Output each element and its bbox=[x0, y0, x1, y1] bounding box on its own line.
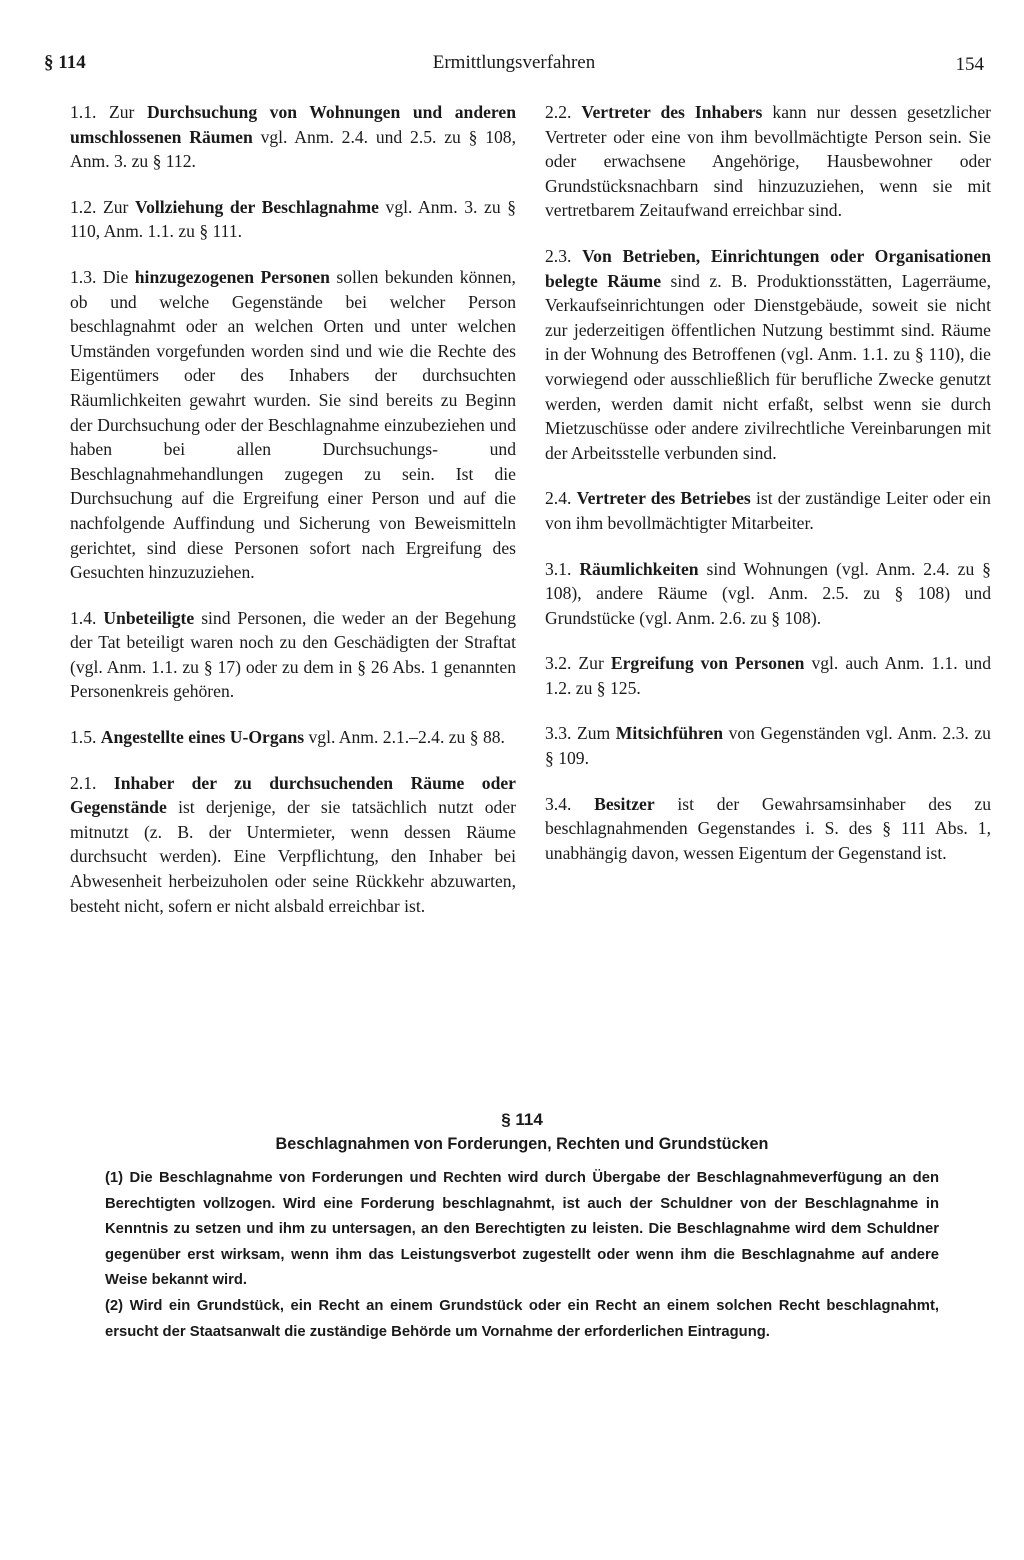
page-header bbox=[44, 52, 984, 82]
page-number: 154 bbox=[955, 54, 984, 75]
annotation-text: vgl. Anm. 2.1.–2.4. zu § 88. bbox=[308, 727, 505, 748]
annotation-term: hinzugezogenen Personen bbox=[134, 266, 330, 287]
annotation-term: Ergreifung von Personen bbox=[610, 653, 805, 674]
annotation-prefix: Zur bbox=[578, 653, 604, 674]
annotation-term: Inhaber der zu durchsuchenden Räume oder Gegenstände bbox=[70, 772, 516, 818]
annotation-3-3 bbox=[545, 721, 991, 770]
annotation-prefix: Zur bbox=[103, 196, 129, 217]
annotation-prefix: Zum bbox=[576, 723, 611, 744]
left-column bbox=[70, 100, 516, 939]
annotation-2-4 bbox=[545, 486, 991, 535]
annotation-number: 3.3. bbox=[545, 723, 572, 744]
annotation-text: vgl. auch Anm. 1.1. und 1.2. zu § 125. bbox=[545, 653, 992, 698]
annotation-term: Mitsichführen bbox=[615, 723, 723, 744]
annotation-term: Von Betrieben, Einrichtungen oder Organisationen belegte Räume bbox=[545, 245, 991, 291]
annotation-prefix: Zur bbox=[108, 102, 135, 122]
annotation-number: 2.4. bbox=[545, 488, 572, 509]
annotation-number: 1.4. bbox=[70, 607, 97, 628]
annotation-number: 2.2. bbox=[545, 102, 572, 122]
annotation-text: sind Personen, die weder an der Begehung der Tat beteiligt waren noch zu den Geschädigten der Straftat (vgl. Anm. 1.1. zu § 17) oder zu dem in § 26 Abs. 1 genannten Personenkreis gehören. bbox=[70, 607, 516, 702]
annotation-text: ist derjenige, der sie tatsächlich nutzt oder mitnutzt (z. B. der Untermieter, wenn dessen Räume durchsucht werden). Eine Verpflichtung, den Inhaber bei Abwesenheit herbeizuholen oder seine Rückkehr abzuwarten, besteht nicht, sofern er nicht alsbald erreichbar ist. bbox=[70, 797, 516, 916]
annotation-number: 1.2. bbox=[70, 196, 97, 217]
annotation-2-3 bbox=[545, 244, 991, 465]
annotation-1-1 bbox=[70, 100, 516, 174]
annotation-number: 3.4. bbox=[545, 793, 572, 814]
annotation-number: 1.3. bbox=[70, 266, 97, 287]
annotation-prefix: Die bbox=[102, 266, 129, 287]
annotation-text: vgl. Anm. 3. zu § 110, Anm. 1.1. zu § 111. bbox=[70, 196, 517, 242]
law-paragraph-1: (1) Die Beschlagnahme von Forderungen und Rechten wird durch Übergabe der Beschlagnahmeverfügung an den Berechtigten vollzogen. Wird eine Forderung beschlagnahmt, ist auch der Schuldner von der Beschlagnahme in Kenntnis zu setzen und ihm zu untersagen, an den Berechtigten zu leisten. Die Beschlagnahme wird dem Schuldner gegenüber erst wirksam, wenn ihm das Leistungsverbot zugestellt oder wenn ihm die Beschlagnahme auf andere Weise bekannt wird. bbox=[105, 1170, 939, 1289]
annotation-term: Besitzer bbox=[594, 793, 655, 814]
annotation-number: 3.1. bbox=[545, 558, 572, 579]
annotation-text: ist der zuständige Leiter oder ein von ihm bevollmächtigter Mitarbeiter. bbox=[545, 488, 991, 533]
annotation-term: Angestellte eines U-Organs bbox=[100, 727, 305, 748]
right-column bbox=[545, 100, 991, 886]
annotation-3-1 bbox=[545, 557, 991, 631]
annotation-number: 1.5. bbox=[70, 727, 97, 748]
annotation-term: Räumlichkeiten bbox=[579, 558, 699, 579]
annotation-text: sind Wohnungen (vgl. Anm. 2.4. zu § 108), andere Räume (vgl. Anm. 2.5. zu § 108) und Grundstücke (vgl. Anm. 2.6. zu § 108). bbox=[545, 558, 991, 628]
annotation-1-2 bbox=[70, 195, 516, 244]
law-section-number: § 114 bbox=[501, 1110, 543, 1129]
annotation-3-2 bbox=[545, 651, 991, 700]
annotation-3-4 bbox=[545, 792, 991, 866]
annotation-text: vgl. Anm. 2.4. und 2.5. zu § 108, Anm. 3. zu § 112. bbox=[70, 126, 516, 172]
annotation-number: 2.3. bbox=[545, 245, 572, 266]
annotation-2-2 bbox=[545, 100, 991, 223]
annotation-term: Vertreter des Betriebes bbox=[576, 488, 751, 509]
annotation-2-1 bbox=[70, 771, 516, 919]
annotation-term: Vollziehung der Beschlagnahme bbox=[135, 196, 379, 217]
annotation-number: 1.1. bbox=[70, 102, 97, 122]
annotation-text: sollen bekunden können, ob und welche Gegenstände bei welcher Person beschlagnahmt oder an welchen Orten und unter welchen Umständen vorgefunden worden sind und wie die Rechte des Eigentümers oder des Inhabers der durchsuchten Räumlichkeiten gewahrt wurden. Sie sind bereits zu Beginn der Durchsuchung oder der Beschlagnahme einzubeziehen und haben bei allen Durchsuchungs- und Beschlagnahmehandlungen zugegen zu sein. Ist die Durchsuchung auf die Ergreifung einer Person und auf die nachfolgende Auffindung und Sicherung von Beweismitteln gerichtet, sind diese Personen sofort nach Ergreifung des Gesuchten hinzuzuziehen. bbox=[70, 266, 516, 583]
law-paragraph-2: (2) Wird ein Grundstück, ein Recht an einem Grundstück oder ein Recht an einem solchen Recht beschlagnahmt, ersucht der Staatsanwalt die zuständige Behörde um Vornahme der erforderlichen Eintragung. bbox=[105, 1297, 939, 1340]
annotation-term: Vertreter des Inhabers bbox=[581, 102, 763, 122]
law-section bbox=[105, 1108, 939, 1345]
annotation-1-5 bbox=[70, 725, 516, 750]
annotation-term: Unbeteiligte bbox=[103, 607, 195, 628]
annotation-number: 2.1. bbox=[70, 772, 97, 793]
annotation-number: 3.2. bbox=[545, 653, 572, 674]
header-section-mark: § 114 bbox=[44, 52, 86, 73]
annotation-text: sind z. B. Produktionsstätten, Lagerräume, Verkaufseinrichtungen oder Dienstgebäude, soweit sie nicht zur jederzeitigen öffentlichen Nutzung bestimmt sind. Räume in der Wohnung des Betroffenen (vgl. Anm. 1.1. zu § 110), die vorwiegend oder ausschließlich für berufliche Zwecke genutzt werden, werden damit nicht erfaßt, selbst wenn sie durch Mietzuschüsse oder andere zivilrechtliche Vereinbarungen mit der Arbeitsstelle verbunden sind. bbox=[545, 270, 992, 463]
annotation-text: kann nur dessen gesetzlicher Vertreter oder eine von ihm bevollmächtigte Person sein. Sie oder erwachsene Angehörige, Hausbewohner oder Grundstücksnachbarn sind hinzuzuziehen, wenn sie mit vertretbarem Zeitaufwand erreichbar sind. bbox=[545, 102, 991, 221]
header-title: Ermittlungsverfahren bbox=[432, 52, 596, 73]
annotation-1-4 bbox=[70, 606, 516, 704]
annotation-term: Durchsuchung von Wohnungen und anderen umschlossenen Räumen bbox=[70, 102, 517, 147]
annotation-1-3 bbox=[70, 265, 516, 585]
annotation-text: ist der Gewahrsamsinhaber des zu beschlagnahmenden Gegenstandes i. S. des § 111 Abs. 1, unabhängig davon, wessen Eigentum der Gegenstand ist. bbox=[545, 793, 992, 863]
law-section-title: Beschlagnahmen von Forderungen, Rechten und Grundstücken bbox=[275, 1135, 769, 1153]
annotation-text: von Gegenständen vgl. Anm. 2.3. zu § 109. bbox=[545, 723, 991, 769]
